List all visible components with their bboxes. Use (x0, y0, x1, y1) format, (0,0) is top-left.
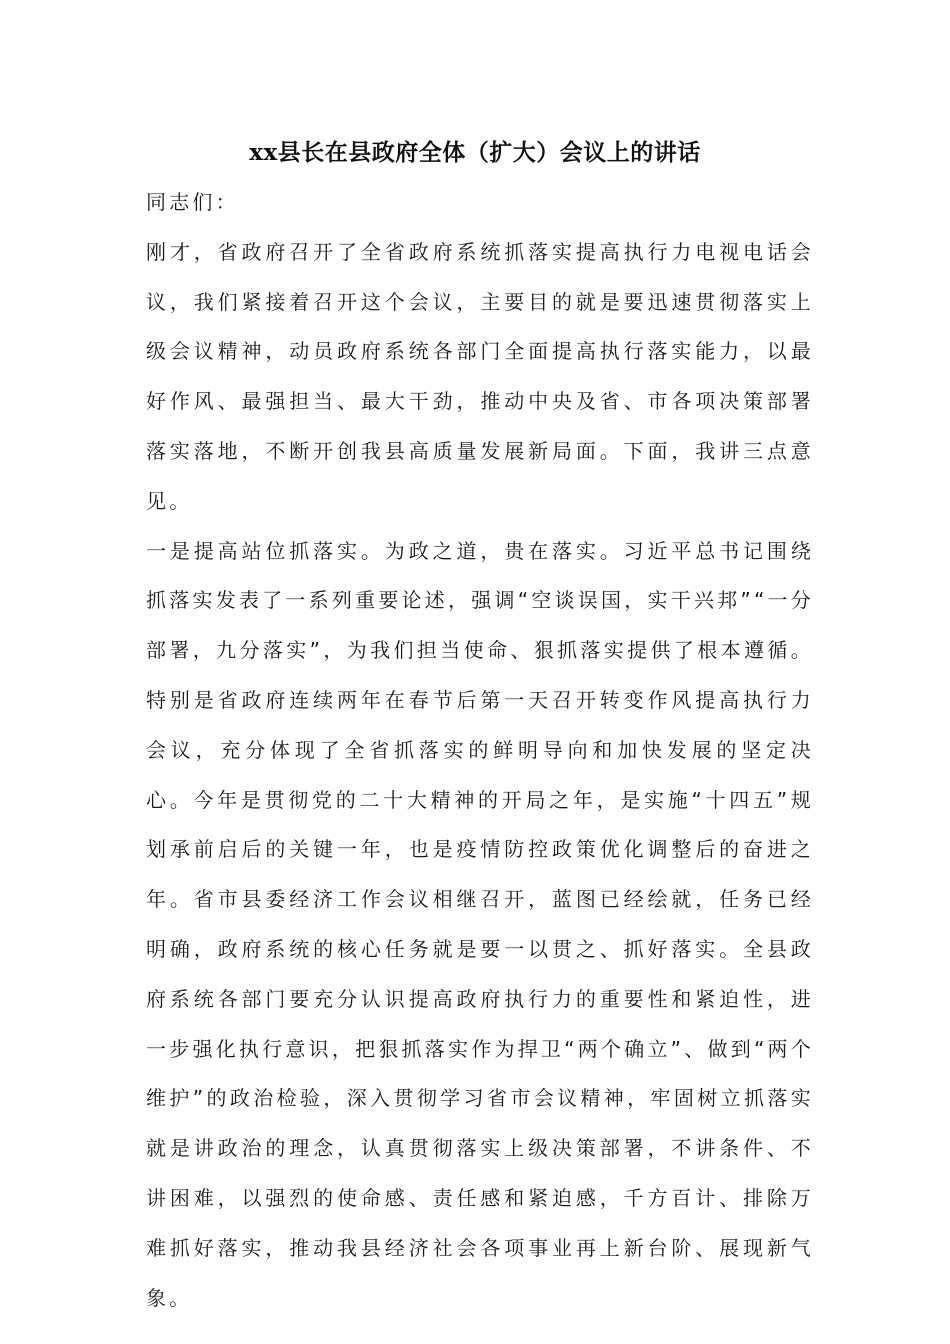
paragraph-opening: 刚才，省政府召开了全省政府系统抓落实提高执行力电视电话会议，我们紧接着召开这个会议，主要目的就是要迅速贯彻落实上级会议精神，动员政府系统各部门全面提高执行落实能力，以最好作风、最强担当、最大干劲，推动中央及省、市各项决策部署落实落地，不断开创我县高质量发展新局面。下面，我讲三点意见。 (146, 239, 814, 513)
salutation: 同志们： (146, 190, 239, 214)
document-title: xx县长在县政府全体（扩大）会议上的讲话 (249, 139, 701, 166)
paragraph-point-one: 一是提高站位抓落实。为政之道，贵在落实。习近平总书记围绕抓落实发表了一系列重要论述，强调“空谈误国，实干兴邦”“一分部署，九分落实”，为我们担当使命、狠抓落实提供了根本遵循。特别是省政府连续两年在春节后第一天召开转变作风提高执行力会议，充分体现了全省抓落实的鲜明导向和加快发展的坚定决心。今年是贯彻党的二十大精神的开局之年，是实施“十四五”规划承前启后的关键一年，也是疫情防控政策优化调整后的奋进之年。省市县委经济工作会议相继召开，蓝图已经绘就，任务已经明确，政府系统的核心任务就是要一以贯之、抓好落实。全县政府系统各部门要充分认识提高政府执行力的重要性和紧迫性，进一步强化执行意识，把狠抓落实作为捍卫“两个确立”、做到“两个维护”的政治检验，深入贯彻学习省市会议精神，牢固树立抓落实就是讲政治的理念，认真贯彻落实上级决策部署，不讲条件、不讲困难，以强烈的使命感、责任感和紧迫感，千方百计、排除万难抓好落实，推动我县经济社会各项事业再上新台阶、展现新气象。 (146, 538, 814, 1310)
document-body (146, 178, 814, 1323)
